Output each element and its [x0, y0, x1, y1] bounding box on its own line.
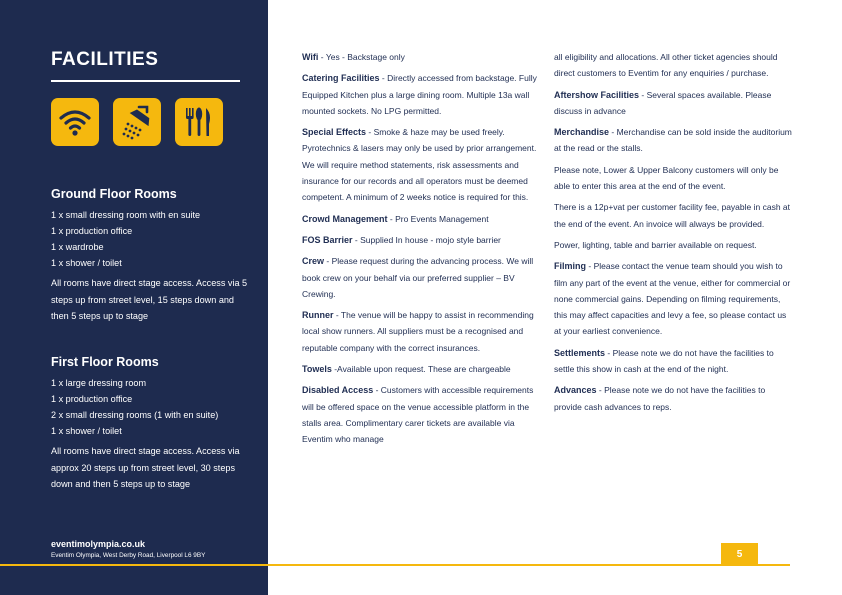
entry-text: There is a 12p+vat per customer facility fee, payable in cash at the end of the event. An invoice will always be provided.: [554, 202, 790, 229]
entry-special-effects: [302, 124, 540, 205]
entry-separator: -: [331, 364, 338, 375]
list-item: 1 x wardrobe: [51, 242, 104, 252]
page-title: FACILITIES: [51, 49, 159, 70]
entry-term: Runner: [302, 310, 334, 321]
entry-term: Settlements: [554, 347, 606, 358]
sidebar: [0, 0, 268, 595]
wifi-icon: [51, 98, 99, 146]
list-item: 2 x small dressing rooms (1 with en suite): [51, 410, 219, 420]
entry-separator: -: [373, 385, 381, 396]
dining-icon: [175, 98, 223, 146]
entry-separator: -: [333, 310, 341, 321]
entry-separator: -: [609, 127, 617, 138]
entry-separator: -: [639, 89, 647, 100]
entry-balcony-note: [554, 162, 792, 195]
entry-filming: [554, 258, 792, 339]
entry-runner: [302, 307, 540, 356]
entry-text: Please contact the venue team should you wish to film any part of the event at the venue, either for commercial or none commercial gains. Depending on filming requirements, this may affect capacities and levy a fee, so please contact us at your earliest convenience.: [554, 261, 791, 337]
footer-divider: [0, 564, 790, 566]
entry-text: Please note, Lower & Upper Balcony customers will only be able to enter this area at the end of the event.: [554, 164, 779, 192]
ground-floor-rooms: [51, 187, 251, 325]
first-floor-heading: First Floor Rooms: [51, 355, 159, 369]
entry-text: Please note we do not have the facilities to provide cash advances to reps.: [554, 385, 766, 412]
entry-term: Crew: [302, 256, 325, 267]
entry-text: Supplied In house - mojo style barrier: [360, 234, 501, 245]
entry-separator: -: [387, 213, 396, 224]
entry-settlements: [554, 345, 792, 378]
facilities-column-left: [302, 49, 540, 453]
entry-term: FOS Barrier: [302, 234, 353, 245]
entry-disabled-access: [302, 382, 540, 447]
first-floor-access-note: All rooms have direct stage access. Access via approx 20 steps up from street level, 30 steps down and then 5 steps up to stage: [51, 446, 240, 489]
website-link[interactable]: eventimolympia.co.uk: [51, 539, 146, 549]
entry-text: Smoke & haze may be used freely. Pyrotechnics & lasers may only be used by prior arrangement. We will require method statements, risk assessments and insurance for our records and all operators must be deemed competent. A minimum of 2 weeks notice is required for this.: [302, 127, 537, 203]
facility-icons: [51, 98, 223, 146]
entry-towels: [302, 361, 540, 377]
entry-term: Advances: [554, 385, 597, 396]
entry-text: Merchandise can be sold inside the auditorium at the read or the stalls.: [554, 127, 792, 154]
list-item: 1 x production office: [51, 226, 133, 236]
entry-separator: -: [596, 385, 605, 396]
entry-term: Filming: [554, 261, 586, 272]
entry-term: Wifi: [302, 52, 319, 62]
entry-fos-barrier: [302, 232, 540, 248]
entry-text: Customers with accessible requirements will be offered space on the venue accessible platform in the stalls area. Complimentary carer tickets are available via Eventim who manage: [302, 385, 534, 445]
entry-facility-fee: [554, 199, 792, 232]
ground-floor-access-note: All rooms have direct stage access. Access via 5 steps up from street level, 15 steps down and then 5 steps up to stage: [51, 278, 248, 321]
entry-crowd-management: [302, 211, 540, 227]
entry-text: Pro Events Management: [395, 213, 489, 224]
entry-separator: -: [366, 127, 374, 138]
entry-text: all eligibility and allocations. All other ticket agencies should direct customers to Eventim for any enquiries / purchase.: [554, 52, 778, 79]
entry-separator: -: [605, 347, 613, 358]
list-item: 1 x shower / toilet: [51, 426, 122, 436]
entry-text: Power, lighting, table and barrier available on request.: [554, 239, 757, 250]
entry-separator: -: [324, 256, 332, 267]
venue-address: Eventim Olympia, West Derby Road, Liverpool L6 9BY: [51, 552, 206, 559]
entry-term: Disabled Access: [302, 385, 374, 396]
page-number: 5: [721, 543, 758, 565]
entry-term: Merchandise: [554, 127, 610, 138]
ground-floor-heading: Ground Floor Rooms: [51, 187, 177, 201]
first-floor-rooms: [51, 355, 251, 493]
entry-term: Aftershow Facilities: [554, 89, 640, 100]
entry-text: Directly accessed from backstage. Fully Equipped Kitchen plus a large dining room. Multiple 13a wall mounted sockets. No LPG permitted.: [302, 73, 537, 116]
entry-disabled-access-continued: [554, 49, 792, 82]
list-item: 1 x large dressing room: [51, 378, 147, 388]
entry-separator: -: [318, 52, 326, 62]
shower-icon: [113, 98, 161, 146]
entry-separator: -: [379, 73, 388, 84]
entry-merchandise: [554, 124, 792, 157]
entry-crew: [302, 253, 540, 302]
entry-text: Please note we do not have the facilities to settle this show in cash at the end of the night.: [554, 347, 774, 375]
entry-catering-facilities: [302, 70, 540, 119]
list-item: 1 x small dressing room with en suite: [51, 210, 201, 220]
entry-text: The venue will be happy to assist in recommending local show runners. All suppliers must be a recognised and reputable company with the correct insurances.: [302, 310, 534, 353]
entry-power-note: [554, 237, 792, 253]
entry-wifi: [302, 49, 540, 65]
list-item: 1 x production office: [51, 394, 133, 404]
sidebar-footer: [51, 538, 205, 562]
entry-separator: -: [352, 234, 361, 245]
facilities-column-right: [554, 49, 792, 420]
entry-term: Special Effects: [302, 127, 367, 138]
entry-separator: -: [586, 261, 594, 272]
entry-aftershow-facilities: [554, 87, 792, 120]
entry-term: Crowd Management: [302, 213, 388, 224]
entry-advances: [554, 382, 792, 415]
entry-text: Available upon request. These are chargeable: [337, 364, 511, 375]
entry-term: Catering Facilities: [302, 73, 380, 84]
entry-text: Yes - Backstage only: [325, 52, 405, 62]
list-item: 1 x shower / toilet: [51, 258, 122, 268]
entry-text: Several spaces available. Please discuss in advance: [554, 89, 772, 116]
title-divider: [51, 80, 240, 82]
entry-text: Please request during the advancing process. We will book crew on your behalf via our preferred supplier – BV Crewing.: [302, 256, 534, 299]
entry-term: Towels: [302, 364, 332, 375]
